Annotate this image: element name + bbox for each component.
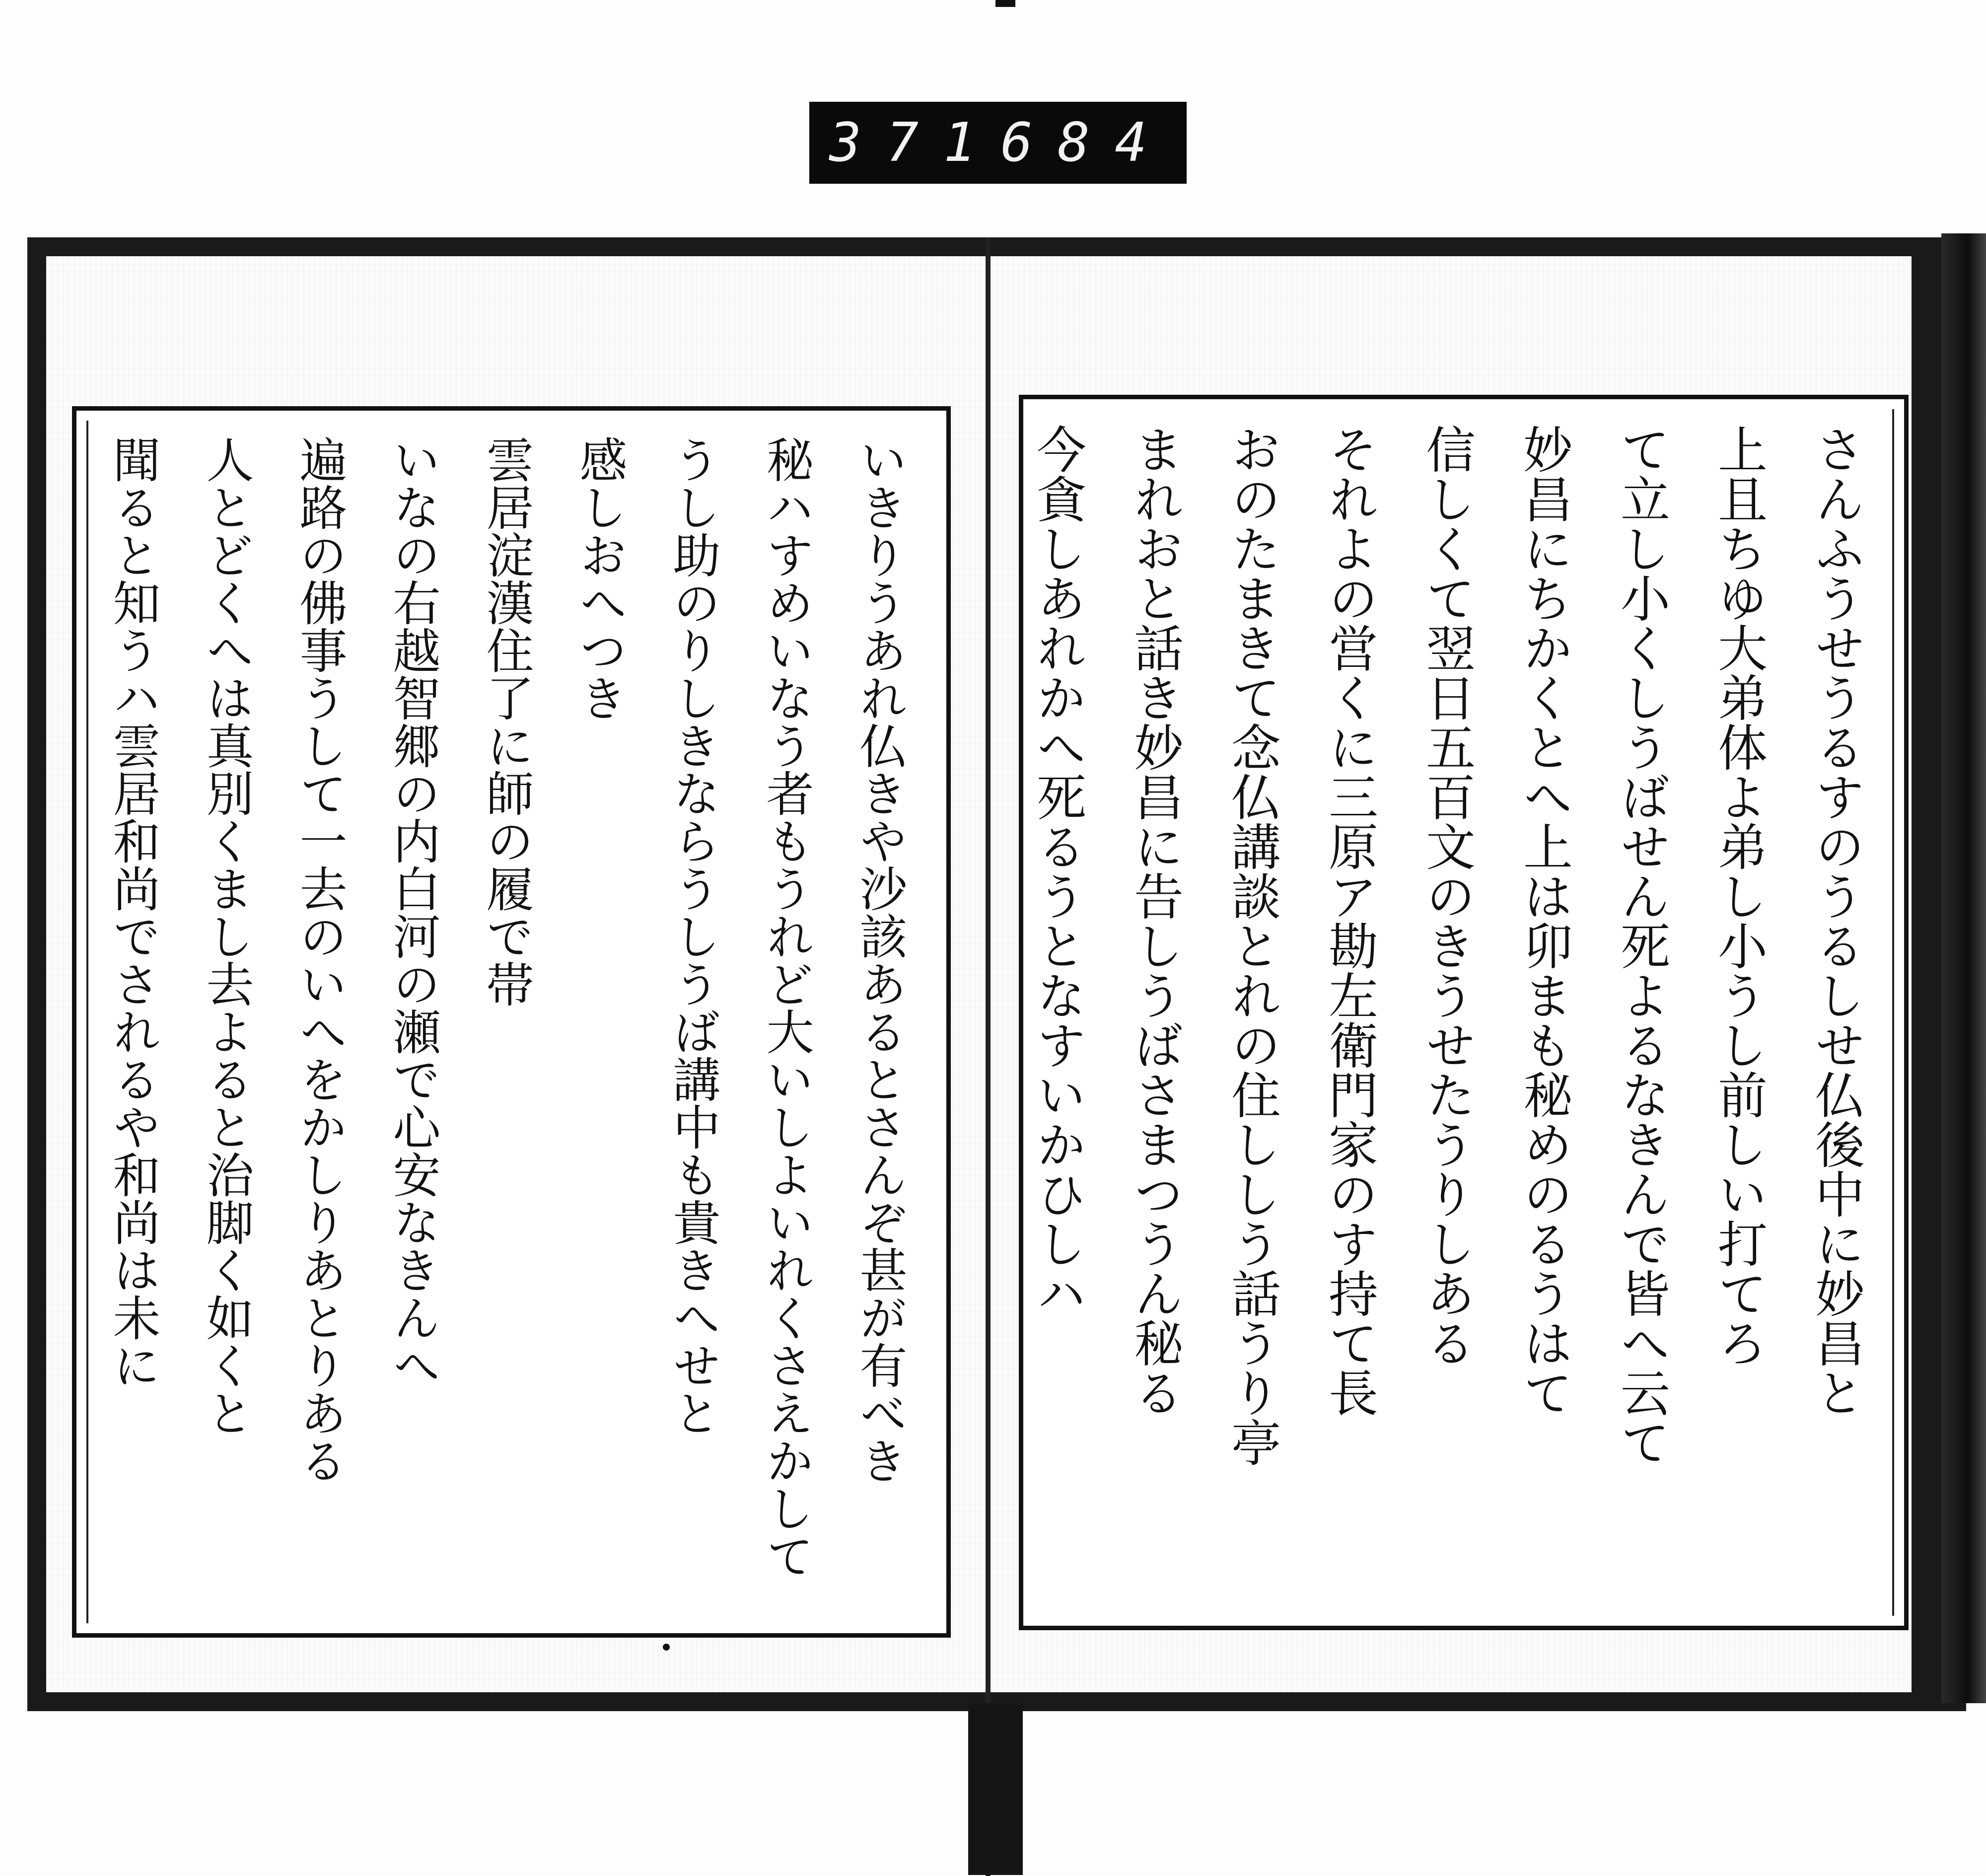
- archive-number-label: [809, 102, 1187, 184]
- book-edge: [1941, 233, 1986, 1703]
- archive-number-right: 684: [1000, 112, 1172, 174]
- left-page-text: いきりうあれ仏きや沙該あるとさんぞ甚が有べき 秘ハすめいなう者もうれど大いしよいれくさえかして うし助のりしきならうしうば講中も貴きへせと 感しおへつき 雲居淀漢住了に師の履で帯 いなの右越智郷の内白河の瀬で心安なきんへ 遍路の佛事うして一去のいへをかしりあとりある 人とどくへは真別くまし去よると治脚く如くと 聞ると知うハ雲居和尚でされるや和尚は未に: [105, 435, 908, 1580]
- right-page: [1019, 395, 1909, 1630]
- book-spine-bottom: [968, 1703, 1023, 1875]
- ink-speck: [663, 1644, 670, 1651]
- left-page: [72, 406, 951, 1638]
- right-page-text: さんふうせうるすのうるしせ仏後中に妙昌と 上且ちゆ大弟体よ弟し小うし前しい打てろ て立し小くしうばせん死よるなきんで皆へ云て 妙昌にちかくとへ上は卯まも秘めのるうはて 信しくて翌日五百文のきうせたうりしある それよの営くに三原ア勘左衛門家のす持て長 おのたまきて念仏講談とれの住ししう話うり亭 まれおと話き妙昌に告しうばさまつうん秘る 今貪しあれかへ死るうとなすいかひしハ: [1028, 424, 1865, 1467]
- book-gutter: [986, 237, 991, 1876]
- archive-number-left: 371: [829, 112, 1001, 174]
- right-page-rule: [1892, 409, 1894, 1616]
- binding-mark: [995, 0, 1015, 7]
